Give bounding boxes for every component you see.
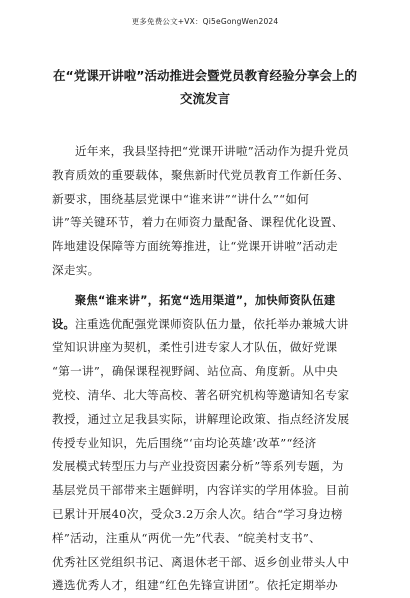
paragraph-line: 教育质效的重要载体，聚焦新时代党员教育工作新任务、 [52,167,350,182]
paragraph-line: 深走实。 [52,262,100,277]
paragraph-line: 堂知识讲座为契机，柔性引进专家人才队伍，做好党课 [52,340,338,355]
paragraph-section-1 [52,289,364,598]
paragraph-line: 阵地建设保障等方面统筹推进，让“党课开讲啦”活动走 [52,239,339,254]
paragraph-line: 讲”等关键环节，着力在师资力量配备、课程优化设置、 [52,215,344,230]
paragraph-line [52,313,364,337]
paragraph-text: 注重选优配强党课师资队伍力量，依托举办兼城大讲 [74,316,349,331]
paragraph-line: 新要求，围绕基层党课中“谁来讲”“讲什么”“如何 [52,191,310,206]
paragraph-line: “第一讲”，确保课程视野阔、站位高、角度新。从中央 [52,364,339,379]
paragraph-line: 传授专业知识，先后围绕“‘亩均论英雄’改革”“经济 [52,435,317,450]
section-heading-tail: 设。 [52,317,75,331]
section-heading: 聚焦“谁来讲”，拓宽“选用渠道”，加快师资队伍建 [75,293,336,307]
document-title-line-2: 交流发言 [179,91,230,106]
paragraph-line: 教授，通过立足我县实际，讲解理论政策、指点经济发展 [52,411,350,426]
paragraph-line: 近年来，我县坚持把“党课开讲啦”活动作为提升党员 [75,144,350,158]
paragraph-line: 遴选优秀人才，组建“红色先锋宣讲团”。依托定期举办 [52,578,339,593]
paragraph-line: 已累计开展40次，受众3.2万余人次。结合“学习身边榜 [52,506,343,521]
document-body [52,140,364,598]
paragraph-line: 基层党员干部带来主题鲜明，内容详实的学用体验。目前 [52,483,350,498]
paragraph-intro [52,140,364,283]
paragraph-line: 样”活动，注重从“两优一先”代表、“皖美村支书”、 [52,530,322,545]
header-watermark: 更多免费公文+VX：Qi5eGongWen2024 [131,17,279,26]
paragraph-line: 优秀社区党组织书记、离退休老干部、返乡创业带头人中 [52,554,350,569]
paragraph-line: 发展模式转型压力与产业投资因素分析”等系列专题，为 [52,459,344,474]
paragraph-line: 党校、清华、北大等高校、著名研究机构等邀请知名专家 [52,387,350,402]
document-title-line-1: 在“党课开讲啦”活动推进会暨党员教育经验分享会上的 [53,68,357,83]
